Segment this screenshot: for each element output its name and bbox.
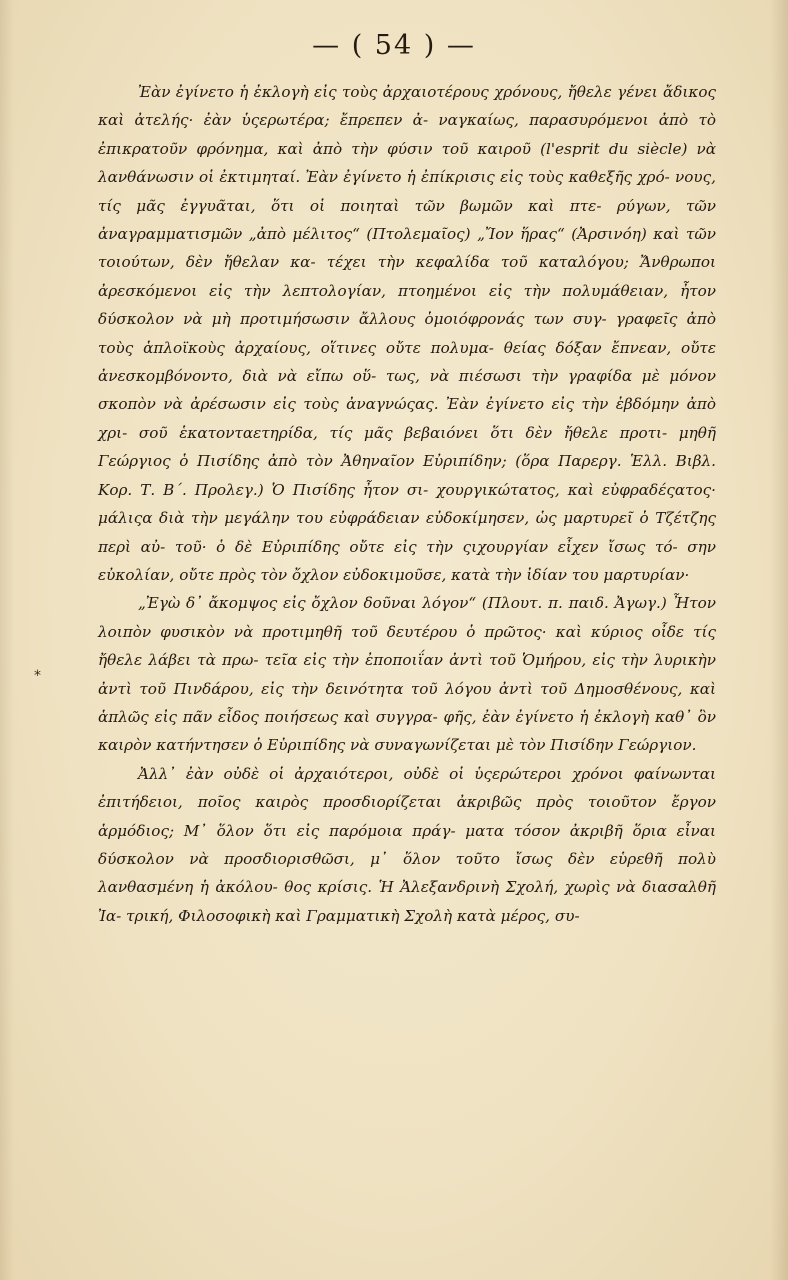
page-shadow-left <box>0 0 14 1280</box>
page-number-header: — ( 54 ) — <box>312 30 476 61</box>
paragraph-3: Ἀλλ᾽ ἐὰν οὐδὲ οἱ ἀρχαιότεροι, οὐδὲ οἱ ὑςερώτεροι χρόνοι φαίνωνται ἐπιτήδειοι, ποῖος καιρὸς προσδιορίζεται ἀκριβῶς πρὸς τοιοῦτον ἔργον ἁρμόδιος; Μ᾽ ὅλον ὅτι εἰς παρόμοια πράγ- ματα τόσον ἀκριβῆ ὅρια εἶναι δύσκολον νὰ προσδιορισθῶσι, μ᾽ ὅλον τοῦτο ἴσως δὲν εὑρεθῆ πολὺ λανθασμένη ἡ ἀκόλου- θος κρίσις. Ἡ Ἀλεξανδρινὴ Σχολή, χωρὶς νὰ διασαλθῆ Ἰα- τρική, Φιλοσοφικὴ καὶ Γραμματικὴ Σχολὴ κατὰ μέρος, συ- <box>98 764 716 925</box>
page-shadow-right <box>770 0 788 1280</box>
body-text <box>98 78 716 930</box>
paragraph-1: Ἐὰν ἐγίνετο ἡ ἐκλογὴ εἰς τοὺς ἀρχαιοτέρους χρόνους, ἤθελε γένει ἄδικος καὶ ἀτελής· ἐὰν ὑςερωτέρα; ἔπρεπεν ἀ- ναγκαίως, παρασυρόμενοι ἀπὸ τὸ ἐπικρατοῦν φρόνημα, καὶ ἀπὸ τὴν φύσιν τοῦ καιροῦ (l'esprit du siècle) νὰ λανθάνωσιν οἱ ἐκτιμηταί. Ἐὰν ἐγίνετο ἡ ἐπίκρισις εἰς τοὺς καθεξῆς χρό- νους, τίς μᾶς ἐγγυᾶται, ὅτι οἱ ποιηταὶ τῶν βωμῶν καὶ πτε- ρύγων, τῶν ἀναγραμματισμῶν „ἀπὸ μέλιτος“ (Πτολεμαῖος) „Ἴον ἥρας“ (Ἀρσινόη) καὶ τῶν τοιούτων, δὲν ἤθελαν κα- τέχει τὴν κεφαλίδα τοῦ καταλόγου; Ἄνθρωποι ἀρεσκόμενοι εἰς τὴν λεπτολογίαν, πτοημένοι εἰς τὴν πολυμάθειαν, ἦτον δύσκολον νὰ μὴ προτιμήσωσιν ἄλλους ὁμοιόφρονάς των συγ- γραφεῖς ἀπὸ τοὺς ἁπλοϊκοὺς ἀρχαίους, οἵτινες οὔτε πολυμα- θείας δόξαν ἔπνεαν, οὔτε ἀνεσκομβόνοντο, διὰ νὰ εἴπω οὕ- τως, νὰ πιέσωσι τὴν γραφίδα μὲ μόνον σκοπὸν νὰ ἀρέσωσιν εἰς τοὺς ἀναγνώςας. Ἐὰν ἐγίνετο εἰς τὴν ἑβδόμην ἀπὸ χρι- σοῦ ἑκατονταετηρίδα, τίς μᾶς βεβαιόνει ὅτι δὲν ἤθελε προτι- μηθῆ Γεώργιος ὁ Πισίδης ἀπὸ τὸν Ἀθηναῖον Εὐριπίδην; (ὅρα Παρεργ. Ἑλλ. Βιβλ. Κορ. Τ. Β΄. Προλεγ.) Ὁ Πισίδης ἦτον σι- χουργικώτατος, καὶ εὐφραδέςατος· μάλιςα διὰ τὴν μεγάλην του εὐφράδειαν εὐδοκίμησεν, ὡς μαρτυρεῖ ὁ Τζέτζης περὶ αὐ- τοῦ· ὁ δὲ Εὐριπίδης οὔτε εἰς τὴν ςιχουργίαν εἶχεν ἴσως τό- σην εὐκολίαν, οὔτε πρὸς τὸν ὄχλον εὐδοκιμοῦσε, κατὰ τὴν ἰδίαν του μαρτυρίαν· <box>98 83 716 584</box>
paragraph-2: „Ἐγὼ δ᾽ ἄκομψος εἰς ὄχλον δοῦναι λόγον“ (Πλουτ. π. παιδ. Ἀγωγ.) Ἦτον λοιπὸν φυσικὸν νὰ προτιμηθῆ τοῦ δευτέρου ὁ πρῶτος· καὶ κύριος οἶδε τίς ἤθελε λάβει τὰ πρω- τεῖα εἰς τὴν ἐποποιΐαν ἀντὶ τοῦ Ὁμήρου, εἰς τὴν λυρικὴν ἀντὶ τοῦ Πινδάρου, εἰς τὴν δεινότητα τοῦ λόγου ἀντὶ τοῦ Δημοσθένους, καὶ ἁπλῶς εἰς πᾶν εἶδος ποιήσεως καὶ συγγρα- φῆς, ἐὰν ἐγίνετο ἡ ἐκλογὴ καθ᾽ ὃν καιρὸν κατήντησεν ὁ Εὐριπίδης νὰ συναγωνίζεται μὲ τὸν Πισίδην Γεώργιον. <box>98 594 716 755</box>
margin-mark: * <box>34 668 41 684</box>
